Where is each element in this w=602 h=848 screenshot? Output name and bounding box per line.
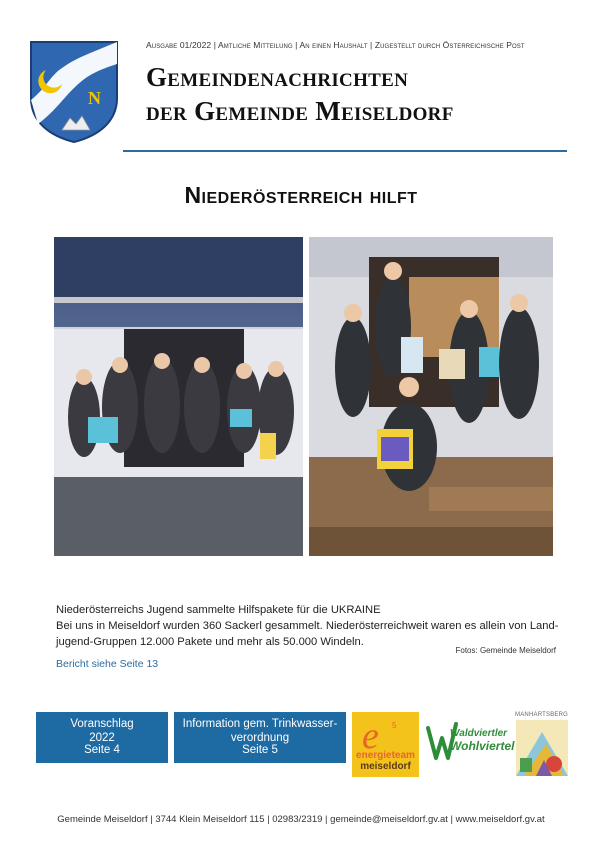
newsletter-title-line-1: Gemeindenachrichten	[146, 62, 409, 92]
caption-line: Bei uns in Meiseldorf wurden 360 Sackerl gesammelt. Niederösterreichweit waren es allein von Land-	[56, 620, 559, 632]
group-photo-right	[309, 237, 553, 556]
wohlviertel-line2: Wohlviertel	[450, 739, 515, 753]
box-title: verordnung	[230, 732, 290, 744]
box-title: 2022	[89, 732, 115, 744]
svg-text:5: 5	[392, 721, 397, 730]
box-title: Voranschlag	[70, 718, 134, 730]
footer-contact: Gemeinde Meiseldorf | 3744 Klein Meiseldorf 115 | 02983/2319 | gemeinde@meiseldorf.gv.at | www.meiseldorf.gv.at	[57, 814, 545, 825]
box-page-ref: Seite 5	[242, 744, 278, 756]
wohlviertel-logo	[426, 718, 515, 768]
region-title: MANHARTSBERG	[515, 712, 568, 718]
newsletter-title-line-2: der Gemeinde Meiseldorf	[146, 96, 454, 126]
budget-teaser-box[interactable]	[36, 712, 168, 763]
wohlviertel-line1: Waldviertler	[450, 728, 508, 739]
photo-credit: Fotos: Gemeinde Meiseldorf	[455, 646, 556, 655]
region-manhartsberg-logo	[512, 712, 568, 776]
svg-text:N: N	[88, 88, 101, 108]
group-photo-left	[54, 237, 303, 556]
energieteam-place: meiseldorf	[360, 761, 411, 772]
energieteam-label: energieteam	[356, 750, 415, 761]
box-page-ref: Seite 4	[84, 744, 120, 756]
header-divider	[123, 150, 567, 152]
caption-line: Niederösterreichs Jugend sammelte Hilfspakete für die UKRAINE	[56, 604, 381, 616]
photo-caption	[56, 602, 559, 650]
energieteam-logo	[352, 712, 419, 777]
report-link[interactable]: Bericht siehe Seite 13	[56, 658, 159, 670]
issue-line: Ausgabe 01/2022 | Amtliche Mitteilung | An einen Haushalt | Zugestellt durch Österreichische Post	[146, 40, 525, 50]
svg-text:e: e	[362, 715, 379, 757]
caption-line: jugend-Gruppen 12.000 Pakete und mehr als 50.000 Windeln.	[56, 636, 364, 648]
coat-of-arms-logo	[28, 40, 120, 144]
drinking-water-teaser-box[interactable]	[174, 712, 346, 763]
page-headline: Niederösterreich hilft	[184, 182, 418, 208]
box-title: Information gem. Trinkwasser-	[182, 718, 338, 730]
